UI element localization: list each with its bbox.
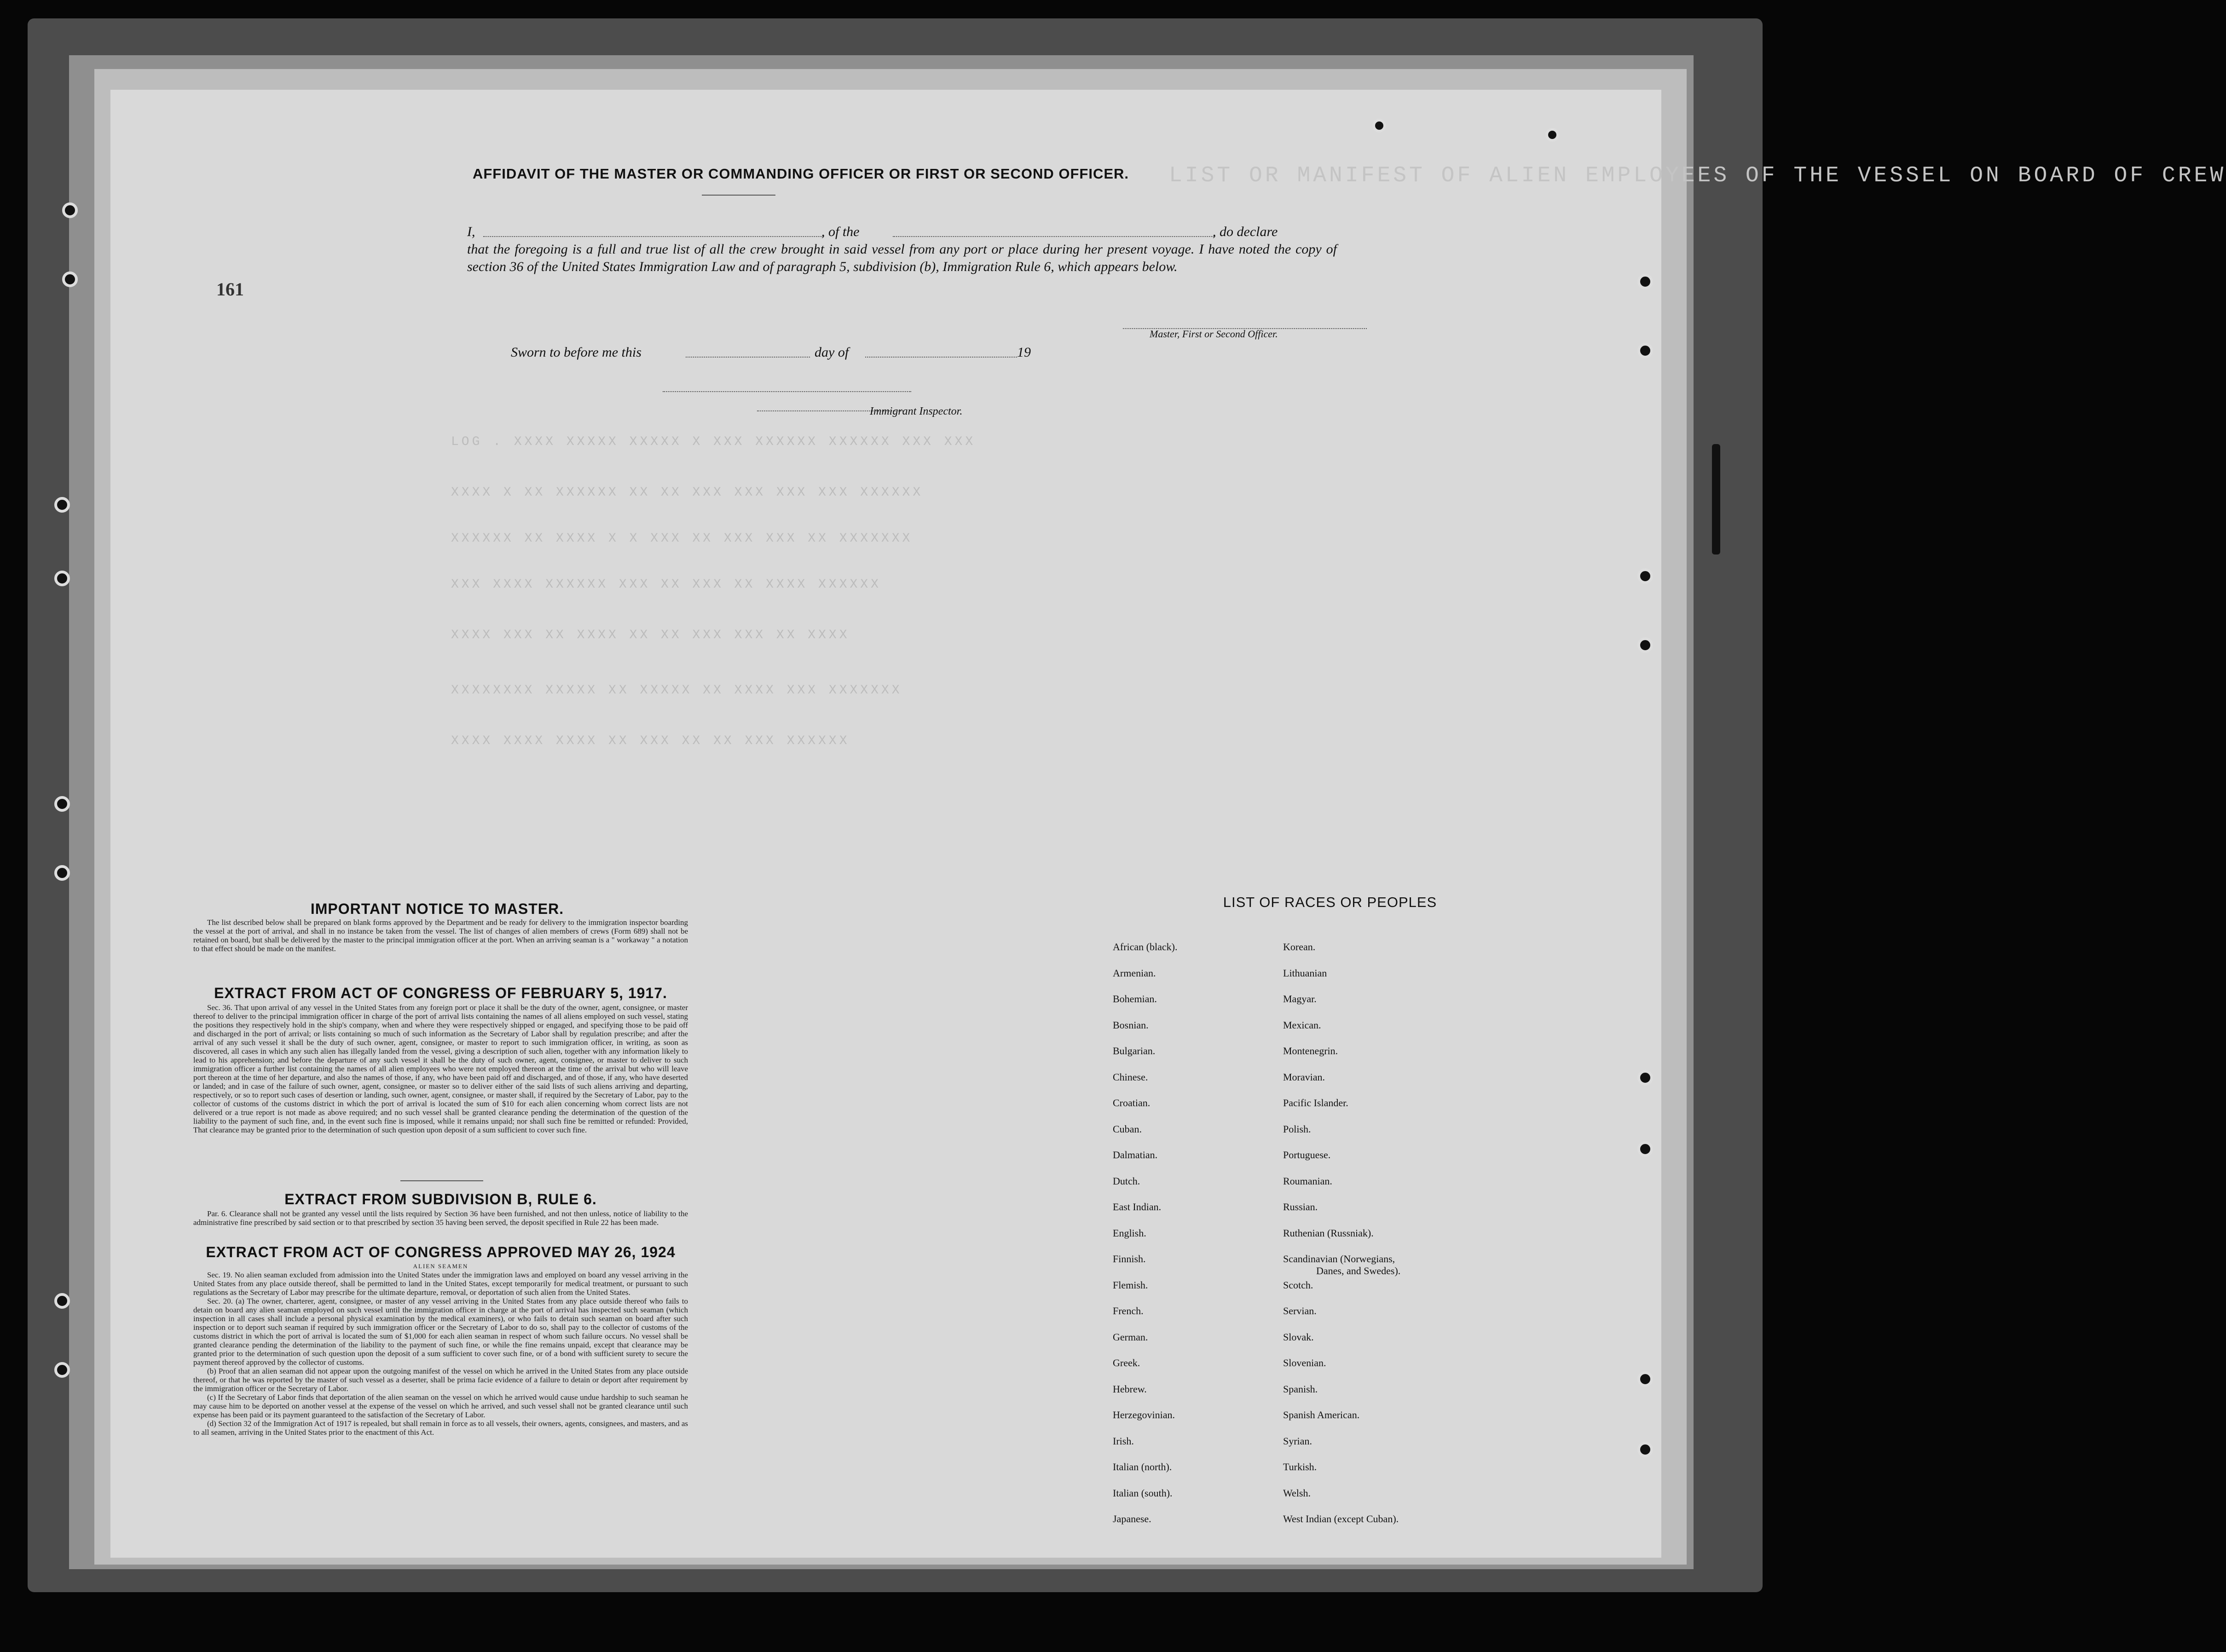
race-item: Irish. xyxy=(1113,1435,1134,1447)
notice-title: IMPORTANT NOTICE TO MASTER. xyxy=(310,901,564,917)
race-item: Greek. xyxy=(1113,1357,1140,1369)
punch-hole xyxy=(54,865,70,881)
punch-hole xyxy=(54,497,70,513)
race-item: Hebrew. xyxy=(1113,1383,1147,1395)
master-name-field[interactable] xyxy=(483,236,824,237)
punch-hole xyxy=(54,1362,70,1378)
race-item: Scotch. xyxy=(1283,1279,1313,1291)
race-item: Servian. xyxy=(1283,1305,1317,1317)
title-rule xyxy=(702,195,775,196)
race-item: Dutch. xyxy=(1113,1175,1140,1187)
extract-1924-text: ALIEN SEAMEN Sec. 19. No alien seaman excluded from admission into the United States under the immigration laws and employed on board any vessel arriving in the United States from any place outside thereof, shall be permitted to land in the United States, except temporarily for medical treatment, or pursuant to such regulations as the Secretary of Labor may prescribe for the ultimate departure, removal, or deportation of such alien from the United States. Sec. 20. (a) The owner, charterer, agent, consignee, or master of any vessel arriving in the United States from any place outside thereof who fails to detain on board any alien seaman employed on such vessel until the immigration officer in charge at the port of arrival has inspected such seaman (which inspection in all cases shall include a personal physical examination by the medical examiners), or who fails to detain such seaman on board after such inspection or to deport such seaman if required by such immigration officer or the Secretary of Labor to do so, shall pay to the collector of customs of the customs district in which the port of arrival is located the sum of $1,000 for each alien seaman in respect of whom such failure occurs. No vessel shall be granted clearance pending the determination of the liability to the payment of such fine, or while the fine remains unpaid, except that clearance may be granted prior to the determination of such question upon the deposit of a sum sufficient to cover such fine, or of a bond with sufficient surety to secure the payment thereof approved by the collector of customs. (b) Proof that an alien seaman did not appear upon the outgoing manifest of the vessel on which he arrived in the United States from any place outside thereof, or that he was reported by the master of such vessel as a deserter, shall be prima facie evidence of a failure to detain or deport after requirement by the immigration officer or the Secretary of Labor. (c) If the Secretary of Labor finds that deportation of the alien seaman on the vessel on which he arrived would cause undue hardship to such seaman he may cause him to be deported on another vessel at the expense of the vessel on which he arrived, and such vessel shall not be granted clearance until such expense has been paid or its payment guaranteed to the satisfaction of the Secretary of Labor. (d) Section 32 of the Immigration Act of 1917 is repealed, but shall remain in force as to all vessels, their owners, agents, consignees, and masters, and as to all seamen, arriving in the United States prior to the enactment of this Act. xyxy=(193,1263,688,1437)
race-item: English. xyxy=(1113,1227,1146,1239)
race-item: Flemish. xyxy=(1113,1279,1148,1291)
day-of-label: day of xyxy=(815,345,849,360)
punch-hole xyxy=(1637,568,1653,584)
punch-hole xyxy=(1637,274,1653,289)
margin-mark: 161 xyxy=(216,279,244,300)
punch-hole xyxy=(62,271,78,287)
race-item: Welsh. xyxy=(1283,1487,1311,1499)
race-item: Moravian. xyxy=(1283,1071,1325,1083)
year-prefix: 19 xyxy=(1017,345,1031,360)
race-item: Montenegrin. xyxy=(1283,1045,1338,1057)
race-item: Portuguese. xyxy=(1283,1149,1331,1161)
alien-seamen-subtitle: ALIEN SEAMEN xyxy=(413,1263,468,1270)
race-item: Armenian. xyxy=(1113,967,1156,979)
notice-text: The list described below shall be prepared on blank forms approved by the Department and be ready for delivery to the immigration inspector boarding the vessel at the port of arrival, and shall in no instance be taken from the vessel. The list of changes of alien members of crews (Form 689) shall not be retained on board, but shall be delivered by the master to the principal immigration officer at the port. When an arriving seaman is a " workaway " a notation to that effect should be made on the manifest. xyxy=(193,918,688,953)
race-item: Russian. xyxy=(1283,1201,1318,1213)
race-item: Danes, and Swedes). xyxy=(1316,1265,1401,1277)
punch-hole xyxy=(1637,1141,1653,1157)
punch-hole xyxy=(1545,128,1559,142)
vessel-name-field[interactable] xyxy=(893,236,1215,237)
race-item: Spanish. xyxy=(1283,1383,1318,1395)
inspector-label: Immigrant Inspector. xyxy=(870,405,963,417)
affidavit-declare: , do declare xyxy=(1213,224,1278,239)
race-item: Bosnian. xyxy=(1113,1019,1149,1031)
race-item: Italian (south). xyxy=(1113,1487,1173,1499)
rule6-title: EXTRACT FROM SUBDIVISION B, RULE 6. xyxy=(284,1191,597,1207)
race-item: Polish. xyxy=(1283,1123,1311,1135)
race-item: Japanese. xyxy=(1113,1513,1151,1525)
punch-hole xyxy=(54,571,70,586)
punch-hole xyxy=(1637,1070,1653,1086)
race-item: Magyar. xyxy=(1283,993,1317,1005)
extract-1917-title: EXTRACT FROM ACT OF CONGRESS OF FEBRUARY 5, 1917. xyxy=(214,985,667,1001)
punch-hole xyxy=(1637,343,1653,358)
punch-hole xyxy=(62,202,78,218)
race-item: Slovak. xyxy=(1283,1331,1314,1343)
race-item: Pacific Islander. xyxy=(1283,1097,1348,1109)
punch-hole xyxy=(54,1293,70,1309)
race-item: Cuban. xyxy=(1113,1123,1142,1135)
affidavit-title: AFFIDAVIT OF THE MASTER OR COMMANDING OFFICER OR FIRST OR SECOND OFFICER. xyxy=(472,166,1129,182)
extract-1924-title: EXTRACT FROM ACT OF CONGRESS APPROVED MAY 26, 1924 xyxy=(206,1244,676,1260)
race-item: Bulgarian. xyxy=(1113,1045,1156,1057)
race-item: East Indian. xyxy=(1113,1201,1162,1213)
race-item: German. xyxy=(1113,1331,1148,1343)
punch-hole xyxy=(1637,1371,1653,1387)
affidavit-of-the: , of the xyxy=(821,224,860,239)
race-item: Korean. xyxy=(1283,941,1316,953)
extract-1917-text: Sec. 36. That upon arrival of any vessel in the United States from any foreign port or place it shall be the duty of the owner, agent, consignee, or master thereof to deliver to the principal immigration officer in charge of the port of arrival lists containing the names of all aliens employed on such vessel, stating the positions they respectively hold in the ship's company, when and where they were respectively shipped or engaged, and specifying those to be paid off and discharged in the port of arrival; or lists containing so much of such information as the Secretary of Labor shall by regulation prescribe; and after the arrival of any such vessel it shall be the duty of such owner, agent, consignee, or master to report to such immigration officer, in writing, as soon as discovered, all cases in which any such alien has illegally landed from the vessel, giving a description of such alien, together with any information likely to lead to his apprehension; and before the departure of any such vessel it shall be the duty of such owner, agent, consignee, or master to deliver to such immigration officer a further list containing the names of all alien employees who were not employed thereon at the time of the arrival but who will leave port thereon at the time of her departure, and also the names of those, if any, who have been paid off and discharged, and of those, if any, who have deserted or landed; and in case of the failure of such owner, agent, consignee, or master so to deliver either of the said lists of such aliens arriving and departing, respectively, or so to report such cases of desertion or landing, such owner, agent, consignee, or master shall, if required by the Secretary of Labor, pay to the collector of customs of the customs district in which the port of arrival is located the sum of $10 for each alien concerning whom correct lists are not delivered or a true report is not made as above required; and no such vessel shall be granted clearance pending the determination of the question of the liability to the payment of such fine, and, in the event such fine is imposed, while it remains unpaid; nor shall such fine be remitted or refunded: Provided, That clearance may be granted prior to the determination of such question upon deposit of a sum sufficient to cover such fine. xyxy=(193,1003,688,1134)
race-item: Turkish. xyxy=(1283,1461,1317,1473)
race-item: Chinese. xyxy=(1113,1071,1148,1083)
race-item: Dalmatian. xyxy=(1113,1149,1158,1161)
race-item: Herzegovinian. xyxy=(1113,1409,1175,1421)
race-item: Mexican. xyxy=(1283,1019,1321,1031)
rule6-text: Par. 6. Clearance shall not be granted any vessel until the lists required by Section 36 have been furnished, and not then unless, notice of liability to the administrative fine prescribed by said section or to that prescribed by section 35 having been served, the deposit specified in Rule 22 has been made. xyxy=(193,1209,688,1227)
inspector-top-line xyxy=(663,391,911,392)
race-item: Roumanian. xyxy=(1283,1175,1332,1187)
race-item: Ruthenian (Russniak). xyxy=(1283,1227,1374,1239)
race-item: Croatian. xyxy=(1113,1097,1151,1109)
punch-hole xyxy=(1372,119,1386,133)
race-item: Italian (north). xyxy=(1113,1461,1172,1473)
affidavit-body: that the foregoing is a full and true list of all the crew brought in said vessel from any port or place during her present voyage. I have noted the copy of section 36 of the United States Immigration Law and of paragraph 5, subdivision (b), Immigration Rule 6, which appears below. xyxy=(467,242,1337,274)
section-rule xyxy=(400,1180,483,1181)
race-item: Syrian. xyxy=(1283,1435,1312,1447)
race-item: African (black). xyxy=(1113,941,1178,953)
race-item: Spanish American. xyxy=(1283,1409,1360,1421)
sworn-month-field[interactable] xyxy=(865,357,1017,358)
punch-hole xyxy=(1637,637,1653,653)
race-item: French. xyxy=(1113,1305,1144,1317)
race-item: Bohemian. xyxy=(1113,993,1157,1005)
sworn-label: Sworn to before me this xyxy=(511,345,642,360)
race-item: Slovenian. xyxy=(1283,1357,1326,1369)
sworn-day-field[interactable] xyxy=(686,357,810,358)
race-item: West Indian (except Cuban). xyxy=(1283,1513,1399,1525)
race-item: Finnish. xyxy=(1113,1253,1146,1265)
races-title: LIST OF RACES OR PEOPLES xyxy=(1223,894,1437,910)
affidavit-i: I, xyxy=(467,224,475,239)
master-signature-label: Master, First or Second Officer. xyxy=(1150,328,1278,340)
race-item: Lithuanian xyxy=(1283,967,1327,979)
punch-hole xyxy=(1637,1442,1653,1457)
punch-hole xyxy=(54,796,70,812)
document-page: LIST OR MANIFEST OF ALIEN EMPLOYEES OF THE VESSEL ON BOARD OF CREW LOG . XXXX XXXXX XXXXX X XXX XXXXXX XXXXXX XXX XXX XXXX X XX XXXXXX XX XX XXX XXX XXX XXX XXXXXX XXXXXX XX XXXX X X XXX XX XXX XXX XX XXXXXXX XXX XXXX XXXXXX XXX XX XXX XX XXXX XXXXXX XXXX XXX XX XXXX XX XX XXX XXX XX XXXX XXXXXXXX XXXXX XX XXXXX XX XXXX XXX XXXXXXX XXXX XXXX XXXX XX XXX XX XX XXX XXXXXX 161 AFFIDAVIT OF THE MASTER OR COMMANDING OFFICER OR FIRST OR SECOND OFFICER. I, , of the , do declare that the foregoing is a full and true list of all the crew brought in said vessel from any port or place during her present voyage. I have noted the copy of section 36 of the United States Immigration Law and of paragraph 5, subdivision (b), Immigration Rule 6, which appears below. Master, First or Second Officer. Sworn to before me this day of 19 Immigrant Inspector. IMPORTANT NOTICE TO MASTER. The list described below shall be prepared on blank forms approved by the Department and be ready for delivery to the immigration inspector boarding the vessel at the port of arrival, and shall in no instance be taken from the vessel. The list of changes of alien members of crews (Form 689) shall not be retained on board, but shall be delivered by the master to the principal immigration officer at the port. When an arriving seaman is a " workaway " a notation to that effect should be made on the manifest. EXTRACT FROM ACT OF CONGRESS OF FEBRUARY 5, 1917. Sec. 36. That upon arrival of any vessel in the United States from any foreign port or place it shall be the duty of the owner, agent, consignee, or master thereof to deliver to the principal immigration officer in charge of the port of arrival lists containing the names of all aliens employed on such vessel, stating the positions they respectively hold in the ship's company, when and where they were respectively shipped or engaged, and specifying those to be paid off and discharged in the port of arrival; or lists containing so much of such information as the Secretary of Labor shall by regulation prescribe; and after the arrival of any such vessel it shall be the duty of such owner, agent, consignee, or master to report to such immigration officer, in writing, as soon as discovered, all cases in which any such alien has illegally landed from the vessel, giving a description of such alien, together with any information likely to lead to his apprehension; and before the departure of any such vessel it shall be the duty of such owner, agent, consignee, or master to deliver to such immigration officer a further list containing the names of all alien employees who were not employed thereon at the time of the arrival but who will leave port thereon at the time of her departure, and also the names of those, if any, who have been paid off and discharged, and of those, if any, who have deserted or landed; and in case of the failure of such owner, agent, consignee, or master so to deliver either of the said lists of such aliens arriving and departing, respectively, or so to report such cases of desertion or landing, such owner, agent, consignee, or master shall, if required by the Secretary of Labor, pay to the collector of customs of the customs district in which the port of arrival is located the sum of $10 for each alien concerning whom correct lists are not delivered or a true report is not made as above required; and no such vessel shall be granted clearance pending the determination of the question of the liability to the payment of such fine, and, in the event such fine is imposed, while it remains unpaid; nor shall such fine be remitted or refunded: Provided, That clearance may be granted prior to the determination of such question upon deposit of a sum sufficient to cover such fine. EXTRACT FROM SUBDIVISION B, RULE 6. Par. 6. Clearance shall not be granted any vessel until the lists required by Section 36 have been furnished, and not then unless, notice of liability to the administrative fine prescribed by said section or to that prescribed by section 35 having been served, the deposit specified in Rule 22 has been made. EXTRACT FROM ACT OF CONGRESS APPROVED MAY 26, 1924 ALIEN SEAMEN Sec. 19. No alien seaman excluded from admission into the United States under the immigration laws and employed on board any vessel arriving in the United States from any place outside thereof, shall be permitted to land in the United States, except temporarily for medical treatment, or pursuant to such regulations as the Secretary of Labor may prescribe for the ultimate departure, removal, or deportation of such alien from the United States. Sec. 20. (a) The owner, charterer, agent, consignee, or master of any vessel arriving in the United States from any place outside thereof who fails to detain on board any alien seaman employed on such vessel until the immigration officer in charge at the port of arrival has inspected such seaman (which inspection in all cases shall include a personal physical examination by the medical examiners), or who fails to detain such seaman on board after such inspection or to deport such seaman if required by such immigration officer or the Secretary of Labor to do so, shall pay to the collector of customs of the customs district in which the port of arrival is located the sum of $1,000 for each alien seaman in respect of whom such failure occurs. No vessel shall be granted clearance pending the determination of the liability to the payment of such fine, or while the fine remains unpaid, except that clearance may be granted prior to the determination of such question upon the deposit of a sum sufficient to cover such fine, or of a bond with sufficient surety to secure the payment thereof approved by the collector of customs. (b) Proof that an alien seaman did not appear upon the outgoing manifest of the vessel on which he arrived in the United States from any place outside thereof, or that he was reported by the master of such vessel as a deserter, shall be prima facie evidence of a failure to detain or deport after requirement by the immigration officer or the Secretary of Labor. (c) If the Secretary of Labor finds that deportation of the alien seaman on the vessel on which he arrived would cause undue hardship to such seaman he may cause him to be deported on another vessel at the expense of the vessel on which he arrived, and such vessel shall not be granted clearance until such expense has been paid or its payment guaranteed to the satisfaction of the Secretary of Labor. (d) Section 32 of the Immigration Act of 1917 is repealed, but shall remain in force as to all vessels, their owners, agents, consignees, and masters, and as to all seamen, arriving in the United States prior to the enactment of this Act. LIST OF RACES OR PEOPLES African (black). Armenian. Bohemian. Bosnian. Bulgarian. Chinese. Croatian. Cuban. Dalmatian. Dutch. East Indian. English. Finnish. Flemish. French. German. Greek. Hebrew. Herzegovinian. Irish. Italian (north). Italian (south). Japanese. Korean. Lithuanian Magyar. Mexican. Montenegrin. Moravian. Pacific Islander. Polish. Portuguese. Roumanian. Russian. Ruthenian (Russniak). Scandinavian (Norwegians, Danes, and Swedes). Scotch. Servian. Slovak. Slovenian. Spanish. Spanish American. Syrian. Turkish. Welsh. West Indian (except Cuban). xyxy=(110,90,1661,1558)
race-item: Scandinavian (Norwegians, xyxy=(1283,1253,1395,1265)
binding-strap xyxy=(1712,444,1720,555)
